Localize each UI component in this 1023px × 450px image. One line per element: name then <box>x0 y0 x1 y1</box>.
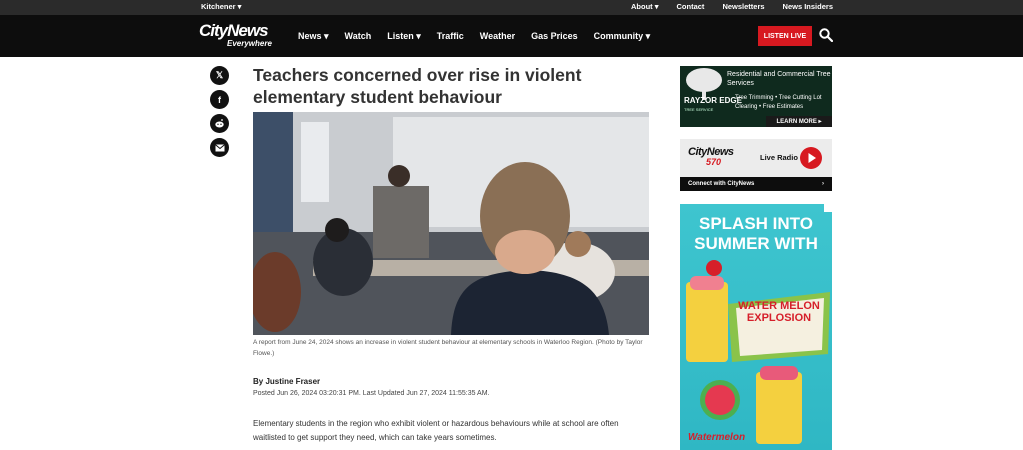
post-timestamps: Posted Jun 26, 2024 03:20:31 PM. Last Updated Jun 27, 2024 11:55:35 AM. <box>253 390 490 397</box>
listen-live-button[interactable]: LISTEN LIVE <box>758 26 812 46</box>
citynews-logo[interactable] <box>199 21 283 51</box>
main-nav <box>0 15 1023 57</box>
radio-logo: CityNews <box>688 146 734 158</box>
contact-link[interactable]: Contact <box>676 2 705 11</box>
reddit-icon[interactable] <box>210 114 229 133</box>
location-selector[interactable]: Kitchener ▾ <box>201 2 242 11</box>
nav-item-news[interactable]: News ▾ <box>298 30 329 41</box>
logo-main: CityNews <box>199 21 268 40</box>
rayzor-edge-ad[interactable] <box>680 66 832 127</box>
byline[interactable]: By Justine Fraser <box>253 377 321 386</box>
hero-image <box>253 112 649 335</box>
radio-number: 570 <box>706 157 722 167</box>
utility-bar <box>0 0 1023 15</box>
play-icon[interactable] <box>800 147 822 169</box>
connect-label: Connect with CityNews <box>688 181 755 187</box>
nav-item-traffic[interactable]: Traffic <box>436 31 464 41</box>
nav-item-watch[interactable]: Watch <box>344 31 372 41</box>
ad-headline: SPLASH INTO SUMMER WITH <box>694 214 818 253</box>
connect-bar[interactable] <box>680 177 832 191</box>
x-icon[interactable]: 𝕏 <box>210 66 229 85</box>
nav-item-weather[interactable]: Weather <box>479 31 516 41</box>
nav-item-community[interactable]: Community ▾ <box>593 30 651 41</box>
newsletters-link[interactable]: Newsletters <box>722 2 765 11</box>
article-headline: Teachers concerned over rise in violent elementary student behaviour <box>253 65 582 107</box>
nav-menu <box>298 15 650 57</box>
promo-text: WATER MELON EXPLOSION <box>738 300 820 324</box>
facebook-icon[interactable]: f <box>210 90 229 109</box>
logo-sub: Everywhere <box>227 39 272 48</box>
live-radio-widget[interactable] <box>680 139 832 191</box>
slush-promo-ad[interactable] <box>680 204 832 450</box>
nav-item-gas-prices[interactable]: Gas Prices <box>531 31 578 41</box>
promo-text-2: Watermelon <box>688 432 746 443</box>
nav-item-listen[interactable]: Listen ▾ <box>387 30 421 41</box>
about-link[interactable]: About ▾ <box>631 2 659 11</box>
learn-more-button[interactable]: LEARN MORE ▸ <box>766 116 832 127</box>
chevron-right-icon: › <box>822 181 824 187</box>
ad-line-1: Residential and Commercial Tree Services <box>727 71 831 87</box>
image-caption: A report from June 24, 2024 shows an increase in violent student behaviour at elementary schools in Waterloo Region. (Photo by Taylor Flowe.) <box>253 339 643 357</box>
search-icon[interactable] <box>819 28 833 42</box>
ad-line-2: Tree Trimming • Tree Cutting Lot Clearing • Free Estimates <box>735 95 822 110</box>
news-insiders-link[interactable]: News Insiders <box>782 2 833 11</box>
email-icon[interactable] <box>210 138 229 157</box>
ad-brand: RAYZOR EDGE TREE SERVICE <box>684 96 742 112</box>
live-radio-label: Live Radio <box>760 153 798 162</box>
article-body: Elementary students in the region who exhibit violent or hazardous behaviours while at school are often waitlisted to get support they need, which can take years sometimes. <box>253 419 619 442</box>
utility-links <box>631 2 833 11</box>
